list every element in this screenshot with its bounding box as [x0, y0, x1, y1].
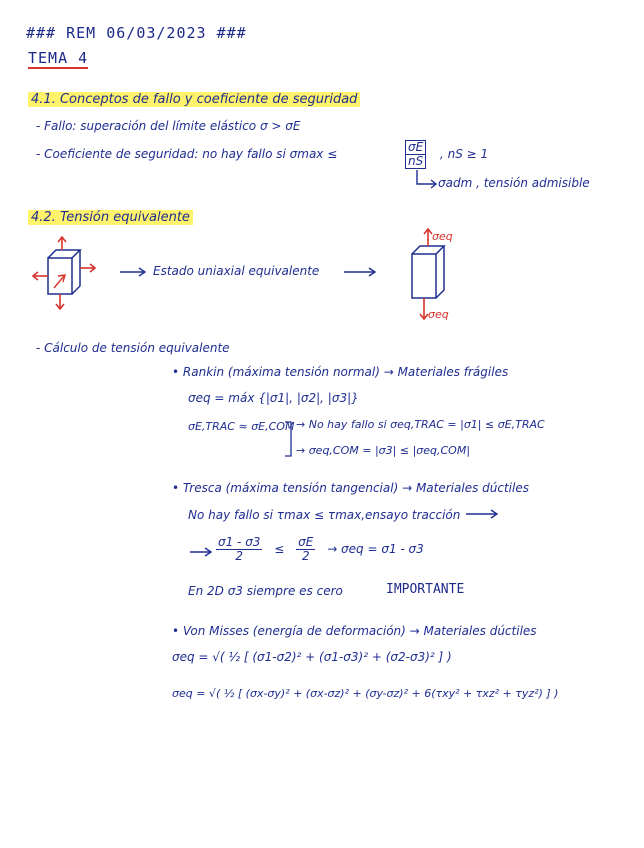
calc-title: - Cálculo de tensión equivalente: [36, 341, 230, 355]
fraction-numerator: σE: [406, 141, 425, 155]
fallo-definition: - Fallo: superación del límite elástico σ > σE: [36, 119, 301, 133]
topic-title: TEMA 4: [28, 49, 89, 67]
arrow-right-icon: [118, 266, 148, 278]
vonmises-title: • Von Misses (energía de deformación) → Materiales dúctiles: [172, 624, 537, 638]
tresca-frac1-den: 2: [235, 549, 244, 563]
safety-factor-condition: , nS ≥ 1: [440, 147, 489, 161]
rankin-title: • Rankin (máxima tensión normal) → Materiales frágiles: [172, 365, 509, 379]
vonmises-formula-principal: σeq = √( ½ [ (σ1-σ2)² + (σ1-σ3)² + (σ2-σ3)² ] ): [172, 650, 452, 664]
tresca-condition: No hay fallo si τmax ≤ τmax,ensayo tracción: [188, 508, 461, 522]
tresca-2d-note: En 2D σ3 siempre es cero: [188, 584, 343, 598]
section-heading-4-2: 4.2. Tensión equivalente: [28, 210, 193, 225]
tresca-derivation: $\frac{\sigma 1 - \sigma 3}{2}$ ≤ $\frac{\sigma E}{2}$ → σeq = σ1 - σ3: [218, 535, 424, 563]
fraction-denominator: nS: [408, 154, 424, 168]
uniaxial-equivalent-label: Estado uniaxial equivalente: [153, 264, 320, 278]
arrow-right-icon: [464, 508, 500, 520]
header-title: ### REM 06/03/2023 ###: [26, 24, 247, 42]
rankin-formula: σeq = máx {|σ1|, |σ2|, |σ3|}: [188, 391, 359, 405]
sigma-eq-bottom-label: σeq: [428, 308, 449, 321]
sigma-eq-top-label: σeq: [432, 230, 453, 243]
arrow-right-icon: [342, 266, 378, 278]
tresca-frac2-den: 2: [301, 549, 310, 563]
arrow-right-icon: [188, 546, 214, 558]
rankin-condition-compression: → σeq,COM = |σ3| ≤ |σeq,COM|: [296, 444, 471, 457]
stress-cube-diagram: [28, 236, 108, 316]
admissible-stress-note: σadm , tensión admisible: [438, 176, 590, 190]
bracket-icon: [283, 420, 295, 460]
tresca-result: → σeq = σ1 - σ3: [327, 542, 424, 556]
safety-factor-fraction: [403, 140, 428, 169]
section-heading-4-1: 4.1. Conceptos de fallo y coeficiente de seguridad: [28, 92, 360, 107]
tresca-frac1-num: σ1 - σ3: [218, 535, 261, 549]
rankin-condition-left: σE,TRAC ≈ σE,COM: [188, 420, 295, 433]
tresca-frac2-num: σE: [298, 535, 314, 549]
tresca-title: • Tresca (máxima tensión tangencial) → Materiales dúctiles: [172, 481, 529, 495]
vonmises-formula-general: σeq = √( ½ [ (σx-σy)² + (σx-σz)² + (σy-σz)² + 6(τxy² + τxz² + τyz²) ] ): [172, 687, 559, 700]
safety-factor-line: - Coeficiente de seguridad: no hay fallo si σmax ≤: [36, 147, 338, 161]
rankin-condition-traction: → No hay fallo si σeq,TRAC = |σ1| ≤ σE,TRAC: [296, 418, 545, 431]
important-label: IMPORTANTE: [386, 582, 465, 597]
